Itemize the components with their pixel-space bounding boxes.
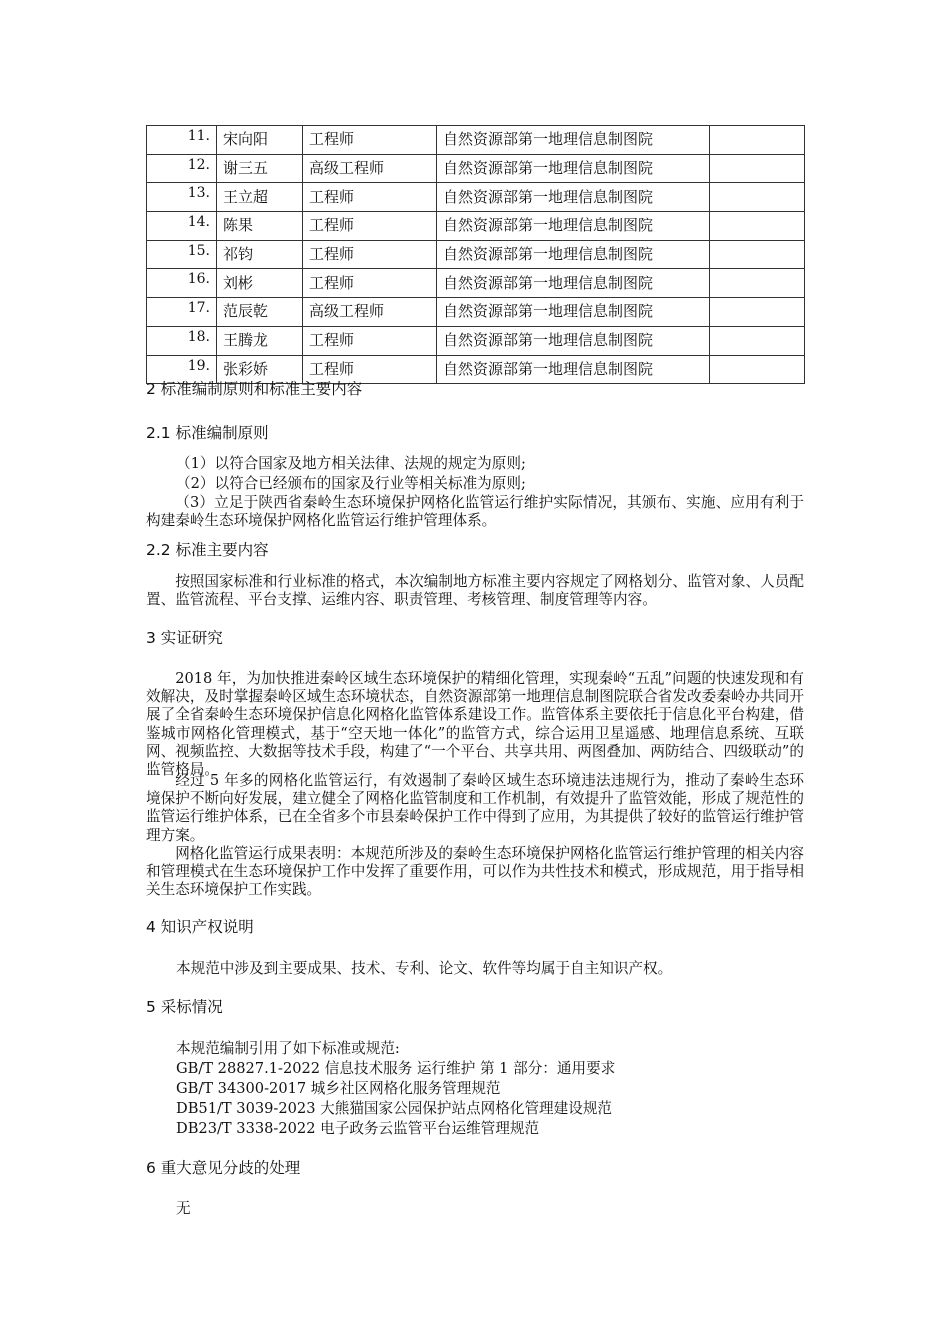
organization: 自然资源部第一地理信息制图院 (437, 126, 710, 155)
person-name: 谢三五 (217, 154, 303, 183)
table-row (147, 269, 805, 298)
organization: 自然资源部第一地理信息制图院 (437, 355, 710, 384)
main-content-paragraph: 按照国家标准和行业标准的格式，本次编制地方标准主要内容规定了网格划分、监管对象、人员配置、监管流程、平台支撑、运维内容、职责管理、考核管理、制度管理等内容。 (146, 573, 804, 609)
organization: 自然资源部第一地理信息制图院 (437, 298, 710, 327)
job-title: 高级工程师 (303, 298, 437, 327)
disagreement-paragraph: 无 (176, 1200, 191, 1217)
table-row (147, 126, 805, 155)
section-3-heading: 3 实证研究 (146, 629, 223, 647)
standard-ref-4: DB23/T 3338-2022 电子政务云监管平台运维管理规范 (176, 1120, 540, 1137)
section-6-heading: 6 重大意见分歧的处理 (146, 1159, 301, 1177)
person-name: 刘彬 (217, 269, 303, 298)
row-number: 17. (147, 298, 217, 327)
job-title: 工程师 (303, 126, 437, 155)
person-name: 张彩娇 (217, 355, 303, 384)
organization: 自然资源部第一地理信息制图院 (437, 183, 710, 212)
extra-cell (710, 355, 805, 384)
row-number: 13. (147, 183, 217, 212)
research-paragraph-2: 经过 5 年多的网格化监管运行，有效遏制了秦岭区域生态环境违法违规行为，推动了秦岭生态环境保护不断向好发展，建立健全了网格化监管制度和工作机制，有效提升了监管效能，形成了规范性的监管运行维护体系，已在全省多个市县秦岭保护工作中得到了应用，为其提供了较好的监管运行维护管理方案。 (146, 772, 804, 844)
person-name: 祁钧 (217, 240, 303, 269)
organization: 自然资源部第一地理信息制图院 (437, 269, 710, 298)
research-paragraph-1: 2018 年，为加快推进秦岭区域生态环境保护的精细化管理，实现秦岭“五乱”问题的快速发现和有效解决，及时掌握秦岭区域生态环境状态，自然资源部第一地理信息制图院联合省发改委秦岭办共同开展了全省秦岭生态环境保护信息化网格化监管体系建设工作。监管体系主要依托于信息化平台构建，借鉴城市网格化管理模式，基于“空天地一体化”的监管方式，综合运用卫星遥感、地理信息系统、互联网、视频监控、大数据等技术手段，构建了“一个平台、共享共用、两图叠加、两防结合、四级联动”的监管格局。 (146, 670, 804, 779)
extra-cell (710, 154, 805, 183)
extra-cell (710, 212, 805, 241)
section-4-heading: 4 知识产权说明 (146, 918, 254, 936)
organization: 自然资源部第一地理信息制图院 (437, 326, 710, 355)
standard-ref-3: DB51/T 3039-2023 大熊猫国家公园保护站点网格化管理建设规范 (176, 1100, 613, 1117)
standard-ref-2: GB/T 34300-2017 城乡社区网格化服务管理规范 (176, 1080, 501, 1097)
row-number: 14. (147, 212, 217, 241)
extra-cell (710, 269, 805, 298)
row-number: 18. (147, 326, 217, 355)
table-row (147, 212, 805, 241)
staff-table (146, 125, 805, 384)
job-title: 工程师 (303, 240, 437, 269)
person-name: 范辰乾 (217, 298, 303, 327)
job-title: 工程师 (303, 355, 437, 384)
section-2-2-heading: 2.2 标准主要内容 (146, 541, 269, 559)
person-name: 陈果 (217, 212, 303, 241)
person-name: 王立超 (217, 183, 303, 212)
extra-cell (710, 126, 805, 155)
job-title: 工程师 (303, 183, 437, 212)
table-row (147, 240, 805, 269)
section-2-heading: 2 标准编制原则和标准主要内容 (146, 380, 363, 398)
person-name: 宋向阳 (217, 126, 303, 155)
staff-table-body (147, 126, 805, 384)
table-row (147, 183, 805, 212)
extra-cell (710, 326, 805, 355)
research-paragraph-3: 网格化监管运行成果表明：本规范所涉及的秦岭生态环境保护网格化监管运行维护管理的相关内容和管理模式在生态环境保护工作中发挥了重要作用，可以作为共性技术和模式，形成规范，用于指导相关生态环境保护工作实践。 (146, 845, 804, 899)
job-title: 工程师 (303, 326, 437, 355)
organization: 自然资源部第一地理信息制图院 (437, 154, 710, 183)
job-title: 高级工程师 (303, 154, 437, 183)
principle-2: （2）以符合已经颁布的国家及行业等相关标准为原则; (176, 475, 526, 492)
principle-1: （1）以符合国家及地方相关法律、法规的规定为原则; (176, 455, 526, 472)
job-title: 工程师 (303, 269, 437, 298)
job-title: 工程师 (303, 212, 437, 241)
row-number: 16. (147, 269, 217, 298)
extra-cell (710, 240, 805, 269)
row-number: 15. (147, 240, 217, 269)
standards-intro: 本规范编制引用了如下标准或规范: (176, 1040, 400, 1057)
extra-cell (710, 183, 805, 212)
section-5-heading: 5 采标情况 (146, 998, 223, 1016)
ip-paragraph: 本规范中涉及到主要成果、技术、专利、论文、软件等均属于自主知识产权。 (176, 960, 673, 977)
extra-cell (710, 298, 805, 327)
standard-ref-1: GB/T 28827.1-2022 信息技术服务 运行维护 第 1 部分：通用要求 (176, 1060, 616, 1077)
organization: 自然资源部第一地理信息制图院 (437, 240, 710, 269)
organization: 自然资源部第一地理信息制图院 (437, 212, 710, 241)
table-row (147, 154, 805, 183)
row-number: 12. (147, 154, 217, 183)
row-number: 11. (147, 126, 217, 155)
principle-3: （3）立足于陕西省秦岭生态环境保护网格化监管运行维护实际情况，其颁布、实施、应用有利于构建秦岭生态环境保护网格化监管运行维护管理体系。 (146, 494, 804, 530)
section-2-1-heading: 2.1 标准编制原则 (146, 424, 269, 442)
table-row (147, 326, 805, 355)
row-number: 19. (147, 355, 217, 384)
table-row (147, 298, 805, 327)
person-name: 王腾龙 (217, 326, 303, 355)
